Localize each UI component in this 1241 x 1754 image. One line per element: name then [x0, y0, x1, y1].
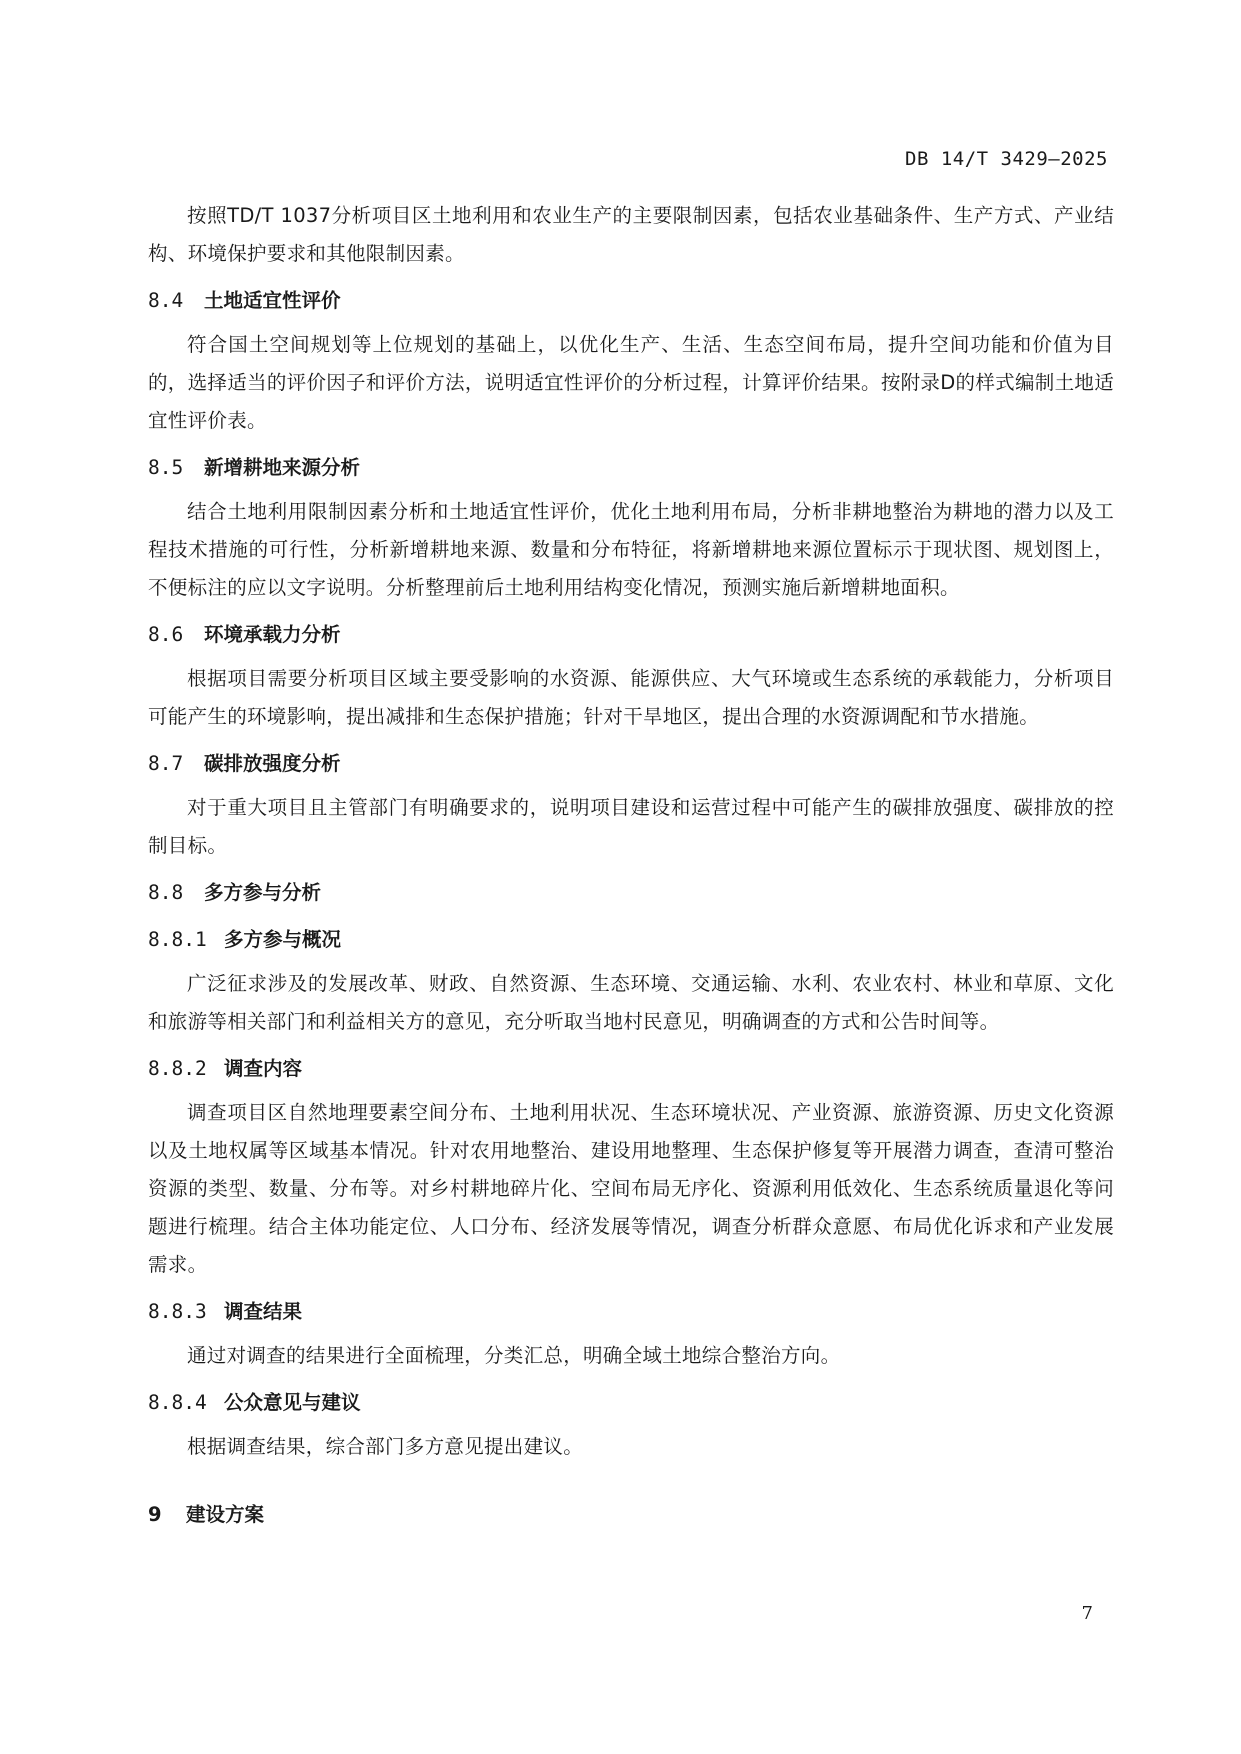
section-paragraph-8-8-3: 通过对调查的结果进行全面梳理，分类汇总，明确全域土地综合整治方向。 [187, 1344, 841, 1367]
document-body [148, 197, 1114, 1540]
section-paragraph-8-8-1: 广泛征求涉及的发展改革、财政、自然资源、生态环境、交通运输、水利、农业农村、林业和草原、文化和旅游等相关部门和利益相关方的意见，充分听取当地村民意见，明确调查的方式和公告时间等。 [148, 972, 1114, 1033]
section-paragraph-8-7: 对于重大项目且主管部门有明确要求的，说明项目建设和运营过程中可能产生的碳排放强度、碳排放的控制目标。 [148, 796, 1114, 857]
section-heading-8-8-4 [148, 1384, 1114, 1422]
section-paragraph-8-5: 结合土地利用限制因素分析和土地适宜性评价，优化土地利用布局，分析非耕地整治为耕地的潜力以及工程技术措施的可行性，分析新增耕地来源、数量和分布特征，将新增耕地来源位置标示于现状图、规划图上，不便标注的应以文字说明。分析整理前后土地利用结构变化情况，预测实施后新增耕地面积。 [148, 500, 1114, 599]
section-number: 8.7 [148, 752, 184, 775]
intro-paragraph: 按照TD/T 1037分析项目区土地利用和农业生产的主要限制因素，包括农业基础条件、生产方式、产业结构、环境保护要求和其他限制因素。 [148, 204, 1114, 265]
section-paragraph-8-8-2: 调查项目区自然地理要素空间分布、土地利用状况、生态环境状况、产业资源、旅游资源、历史文化资源以及土地权属等区域基本情况。针对农用地整治、建设用地整理、生态保护修复等开展潜力调查，查清可整治资源的类型、数量、分布等。对乡村耕地碎片化、空间布局无序化、资源利用低效化、生态系统质量退化等问题进行梳理。结合主体功能定位、人口分布、经济发展等情况，调查分析群众意愿、布局优化诉求和产业发展需求。 [148, 1101, 1114, 1276]
section-title: 碳排放强度分析 [204, 752, 341, 775]
page-number: 7 [1081, 1603, 1093, 1624]
standard-code: DB 14/T 3429—2025 [905, 148, 1108, 170]
section-heading-8-8-3 [148, 1293, 1114, 1331]
section-heading-8-5 [148, 449, 1114, 487]
section-title: 多方参与分析 [204, 881, 322, 904]
section-title: 多方参与概况 [224, 928, 342, 951]
section-heading-8-7 [148, 745, 1114, 783]
section-paragraph-8-4: 符合国土空间规划等上位规划的基础上，以优化生产、生活、生态空间布局，提升空间功能和价值为目的，选择适当的评价因子和评价方法，说明适宜性评价的分析过程，计算评价结果。按附录D的样式编制土地适宜性评价表。 [148, 333, 1114, 432]
section-number: 8.8.2 [148, 1057, 207, 1080]
section-number: 8.5 [148, 456, 184, 479]
section-title: 调查结果 [224, 1300, 303, 1323]
section-heading-8-8-1 [148, 921, 1114, 959]
section-number: 8.8.1 [148, 928, 207, 951]
section-title: 调查内容 [224, 1057, 303, 1080]
section-number: 8.6 [148, 623, 184, 646]
section-title: 环境承载力分析 [204, 623, 341, 646]
section-title: 公众意见与建议 [224, 1391, 361, 1414]
chapter-title: 建设方案 [186, 1503, 265, 1526]
section-heading-8-8 [148, 874, 1114, 912]
section-heading-8-6 [148, 616, 1114, 654]
section-number: 8.4 [148, 289, 184, 312]
chapter-number: 9 [148, 1503, 162, 1526]
section-heading-8-8-2 [148, 1050, 1114, 1088]
section-paragraph-8-6: 根据项目需要分析项目区域主要受影响的水资源、能源供应、大气环境或生态系统的承载能力，分析项目可能产生的环境影响，提出减排和生态保护措施；针对干旱地区，提出合理的水资源调配和节水措施。 [148, 667, 1114, 728]
section-heading-8-4 [148, 282, 1114, 320]
section-number: 8.8.3 [148, 1300, 207, 1323]
chapter-heading-9 [148, 1496, 1114, 1534]
section-number: 8.8 [148, 881, 184, 904]
section-paragraph-8-8-4: 根据调查结果，综合部门多方意见提出建议。 [187, 1435, 584, 1458]
section-number: 8.8.4 [148, 1391, 207, 1414]
section-title: 土地适宜性评价 [204, 289, 341, 312]
section-title: 新增耕地来源分析 [204, 456, 361, 479]
